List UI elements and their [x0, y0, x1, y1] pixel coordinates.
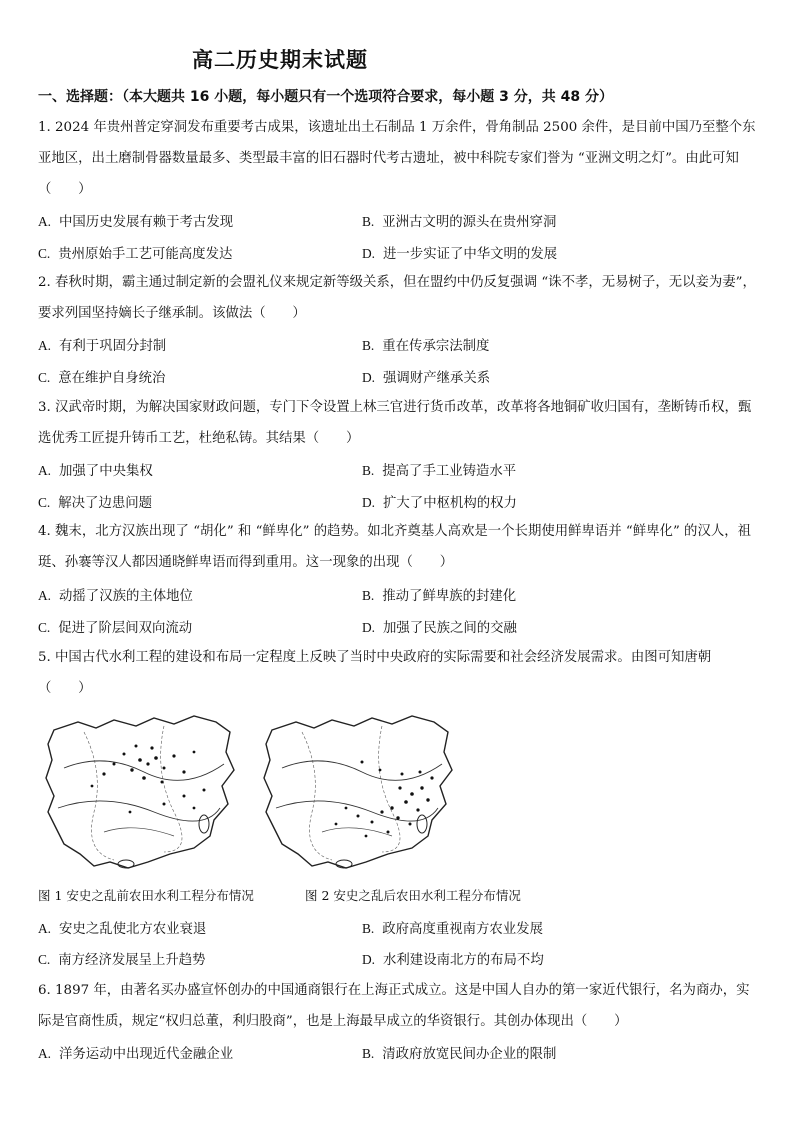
option-letter: B. — [362, 921, 375, 936]
q4-option-b[interactable]: B. 推动了鲜卑族的封建化 — [362, 588, 517, 604]
q3-option-d[interactable]: D. 扩大了中枢机构的权力 — [362, 495, 517, 511]
option-letter: C. — [38, 620, 51, 635]
question-4-stem: 4. 魏末，北方汉族出现了 “胡化” 和 “鲜卑化” 的趋势。如北齐奠基人高欢是一个长期使用鲜卑语并 “鲜卑化” 的汉人，祖珽、孙褰等汉人都因通晓鲜卑语而得到重用。这一现象的出现（ ） — [38, 524, 752, 570]
q5-option-b[interactable]: B. 政府高度重视南方农业发展 — [362, 921, 543, 937]
option-letter: B. — [362, 588, 375, 603]
option-letter: C. — [38, 370, 51, 385]
q6-option-b[interactable]: B. 清政府放宽民间办企业的限制 — [362, 1046, 557, 1062]
q3-option-c[interactable]: C. 解决了边患问题 — [38, 495, 153, 511]
exam-title: 高二历史期末试题 — [192, 48, 368, 72]
option-letter: D. — [362, 952, 376, 967]
option-letter: B. — [362, 463, 375, 478]
option-letter: C. — [38, 952, 51, 967]
option-letter: A. — [38, 463, 52, 478]
q2-option-a[interactable]: A. 有利于巩固分封制 — [38, 338, 167, 354]
figure-1-caption: 图 1 安史之乱前农田水利工程分布情况 — [38, 888, 254, 903]
option-letter: A. — [38, 588, 52, 603]
q2-option-d[interactable]: D. 强调财产继承关系 — [362, 370, 491, 386]
question-1-stem: 1. 2024 年贵州普定穿洞发布重要考古成果，该遗址出土石制品 1 万余件，骨角制品 2500 余件，是目前中国乃至整个东亚地区，出土磨制骨器数量最多、类型最丰富的旧石器时代考古遗址，被中科院专家们誉为 “亚洲文明之灯”。由此可知（ ） — [38, 120, 756, 197]
q3-option-a[interactable]: A. 加强了中央集权 — [38, 463, 153, 479]
option-letter: D. — [362, 246, 376, 261]
q2-option-c[interactable]: C. 意在维护自身统治 — [38, 370, 166, 386]
option-letter: A. — [38, 921, 52, 936]
option-letter: C. — [38, 495, 51, 510]
question-3-stem: 3. 汉武帝时期，为解决国家财政问题，专门下令设置上林三官进行货币改革，改革将各地铜矿收归国有，垄断铸币权，甄选优秀工匠提升铸币工艺，杜绝私铸。其结果（ ） — [38, 400, 752, 446]
option-letter: D. — [362, 370, 376, 385]
option-letter: A. — [38, 1046, 52, 1061]
q1-option-b[interactable]: B. 亚洲古文明的源头在贵州穿洞 — [362, 214, 557, 230]
option-letter: B. — [362, 1046, 375, 1061]
option-letter: D. — [362, 620, 376, 635]
section-heading: 一、选择题：（本大题共 16 小题，每小题只有一个选项符合要求，每小题 3 分，共 48 分） — [38, 89, 613, 105]
option-letter: B. — [362, 338, 375, 353]
option-letter: D. — [362, 495, 376, 510]
q5-option-c[interactable]: C. 南方经济发展呈上升趋势 — [38, 952, 206, 968]
question-6-stem: 6. 1897 年，由著名买办盛宣怀创办的中国通商银行在上海正式成立。这是中国人自办的第一家近代银行，名为商办，实际是官商性质，规定“权归总董，利归股商”，也是上海最早成立的华资银行。其创办体现出（ ） — [38, 983, 750, 1029]
option-letter: C. — [38, 246, 51, 261]
option-letter: A. — [38, 338, 52, 353]
q5-option-a[interactable]: A. 安史之乱使北方农业衰退 — [38, 921, 207, 937]
figure-2-caption: 图 2 安史之乱后农田水利工程分布情况 — [305, 888, 521, 903]
q2-option-b[interactable]: B. 重在传承宗法制度 — [362, 338, 490, 354]
question-5-stem: 5. 中国古代水利工程的建设和布局一定程度上反映了当时中央政府的实际需要和社会经济发展需求。由图可知唐朝（ ） — [38, 650, 712, 696]
q6-option-a[interactable]: A. 洋务运动中出现近代金融企业 — [38, 1046, 234, 1062]
q5-option-d[interactable]: D. 水利建设南北方的布局不均 — [362, 952, 544, 968]
option-letter: A. — [38, 214, 52, 229]
map-figure-1 — [44, 712, 240, 874]
map-figure-2 — [262, 712, 458, 874]
q1-option-c[interactable]: C. 贵州原始手工艺可能高度发达 — [38, 246, 233, 262]
q1-option-a[interactable]: A. 中国历史发展有赖于考古发现 — [38, 214, 234, 230]
q3-option-b[interactable]: B. 提高了手工业铸造水平 — [362, 463, 517, 479]
q4-option-c[interactable]: C. 促进了阶层间双向流动 — [38, 620, 193, 636]
q4-option-a[interactable]: A. 动摇了汉族的主体地位 — [38, 588, 193, 604]
question-2-stem: 2. 春秋时期，霸主通过制定新的会盟礼仪来规定新等级关系，但在盟约中仍反复强调 “诛不孝，无易树子，无以妾为妻”，要求列国坚持嫡长子继承制。该做法（ ） — [38, 275, 756, 321]
q1-option-d[interactable]: D. 进一步实证了中华文明的发展 — [362, 246, 558, 262]
option-letter: B. — [362, 214, 375, 229]
q4-option-d[interactable]: D. 加强了民族之间的交融 — [362, 620, 517, 636]
